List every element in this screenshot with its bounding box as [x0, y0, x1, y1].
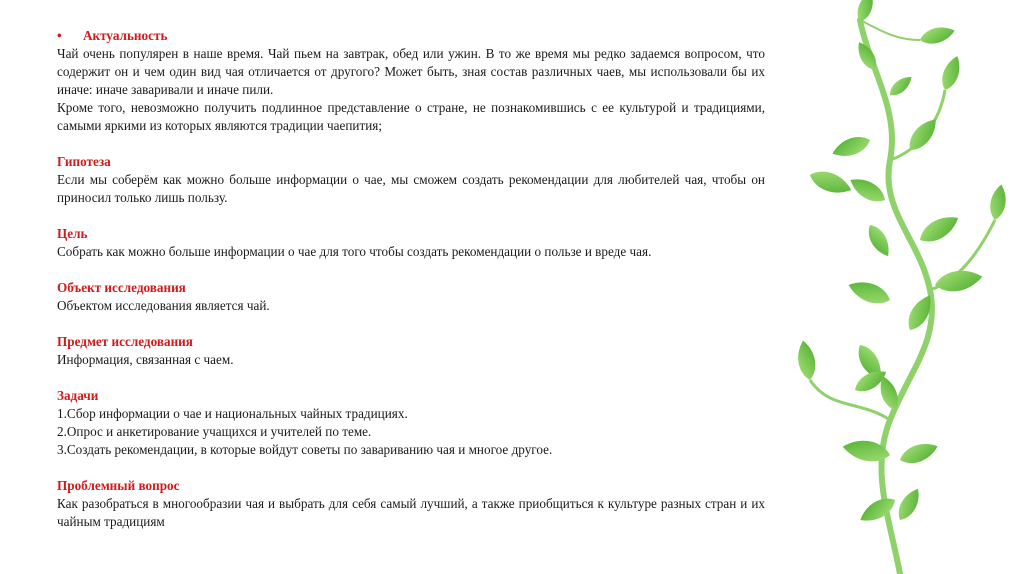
subject-text: Информация, связанная с чаем.	[57, 352, 234, 367]
section-goal	[57, 225, 765, 261]
bullet-icon: •	[57, 28, 62, 43]
relevance-paragraph-1: Чай очень популярен в наше время. Чай пьем на завтрак, обед или ужин. В то же время мы редко задаемся вопросом, что содержит он и чем один вид чая отличается от другого? Может быть, зная состав различных чаев, мы использовали бы их иначе: иначе заваривали и иначе пили.	[57, 46, 765, 97]
section-heading-object: Объект исследования	[57, 280, 186, 295]
leaf-icon	[795, 0, 1009, 527]
section-tasks	[57, 387, 765, 459]
section-heading-problem: Проблемный вопрос	[57, 478, 180, 493]
section-heading-subject: Предмет исследования	[57, 334, 193, 349]
section-heading-hypothesis: Гипотеза	[57, 154, 111, 169]
task-item: 2.Опрос и анкетирование учащихся и учителей по теме.	[57, 424, 372, 439]
vine-decoration	[770, 0, 1024, 574]
section-heading-relevance: • Актуальность	[57, 28, 168, 43]
section-relevance	[57, 27, 765, 135]
section-problem	[57, 477, 765, 531]
problem-text: Как разобраться в многообразии чая и выбрать для себя самый лучший, а также приобщиться к культуре разных стран и их чайным традициям	[57, 496, 765, 529]
section-heading-goal: Цель	[57, 226, 88, 241]
task-item: 3.Создать рекомендации, в которые войдут советы по завариванию чая и многое другое.	[57, 442, 553, 457]
section-subject	[57, 333, 765, 369]
task-item: 1.Сбор информации о чае и национальных чайных традициях.	[57, 406, 408, 421]
hypothesis-text: Если мы соберём как можно больше информации о чае, мы сможем создать рекомендации для любителей чая, чтобы он приносил только лишь пользу.	[57, 172, 765, 205]
goal-text: Собрать как можно больше информации о чае для того чтобы создать рекомендации о пользе и вреде чая.	[57, 244, 652, 259]
section-object	[57, 279, 765, 315]
object-text: Объектом исследования является чай.	[57, 298, 270, 313]
section-hypothesis	[57, 153, 765, 207]
relevance-paragraph-2: Кроме того, невозможно получить подлинное представление о стране, не познакомившись с ее культурой и традициями, самыми яркими из которых являются традиции чаепития;	[57, 100, 765, 133]
slide-content	[57, 27, 765, 549]
section-heading-tasks: Задачи	[57, 388, 99, 403]
